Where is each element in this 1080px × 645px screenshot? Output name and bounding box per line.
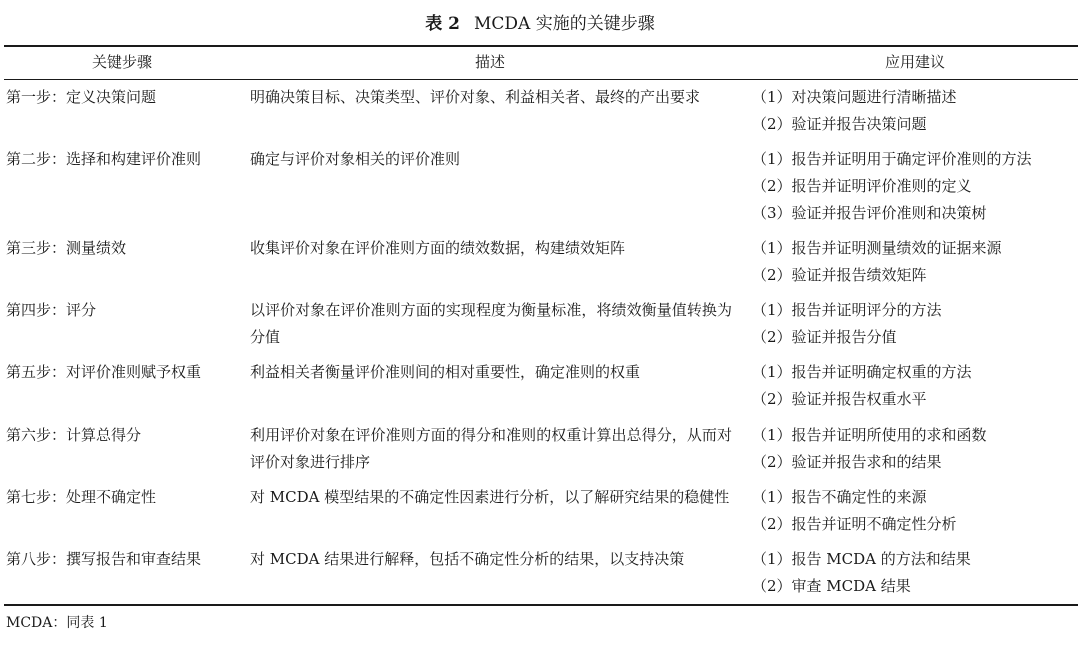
- advice-item: （2）审查 MCDA 结果: [752, 577, 911, 595]
- step-cell: 第一步：定义决策问题: [6, 88, 157, 106]
- advice-item: （2）报告并证明不确定性分析: [752, 515, 957, 533]
- description-cell: 以评价对象在评价准则方面的实现程度为衡量标准，将绩效衡量值转换为分值: [250, 301, 732, 346]
- advice-cell: [752, 546, 1078, 600]
- description-cell: 对 MCDA 结果进行解释，包括不确定性分析的结果，以支持决策: [250, 550, 685, 568]
- advice-cell: [752, 422, 1078, 476]
- step-cell: 第六步：计算总得分: [6, 426, 142, 444]
- description-cell: 明确决策目标、决策类型、评价对象、利益相关者、最终的产出要求: [250, 88, 701, 106]
- advice-item: （1）报告并证明用于确定评价准则的方法: [752, 150, 1032, 168]
- advice-item: （2）验证并报告权重水平: [752, 390, 927, 408]
- advice-item: （2）验证并报告决策问题: [752, 115, 927, 133]
- table-header-rule: [4, 79, 1078, 80]
- step-cell: 第七步：处理不确定性: [6, 488, 157, 506]
- table-caption-title: MCDA 实施的关键步骤: [474, 14, 655, 34]
- advice-item: （2）验证并报告分值: [752, 328, 897, 346]
- advice-item: （1）对决策问题进行清晰描述: [752, 88, 957, 106]
- description-cell: 利益相关者衡量评价准则间的相对重要性，确定准则的权重: [250, 363, 641, 381]
- table-top-rule: [4, 45, 1078, 47]
- advice-item: （2）验证并报告求和的结果: [752, 453, 942, 471]
- advice-cell: [752, 359, 1078, 413]
- advice-cell: [752, 484, 1078, 538]
- advice-item: （3）验证并报告评价准则和决策树: [752, 204, 987, 222]
- header-advice: 应用建议: [884, 53, 945, 71]
- step-cell: 第五步：对评价准则赋予权重: [6, 363, 202, 381]
- advice-cell: [752, 146, 1078, 227]
- advice-item: （1）报告并证明评分的方法: [752, 301, 942, 319]
- advice-item: （1）报告并证明确定权重的方法: [752, 363, 972, 381]
- description-cell: 收集评价对象在评价准则方面的绩效数据，构建绩效矩阵: [250, 239, 626, 257]
- advice-item: （1）报告并证明所使用的求和函数: [752, 426, 987, 444]
- step-cell: 第二步：选择和构建评价准则: [6, 150, 202, 168]
- step-cell: 第八步：撰写报告和审查结果: [6, 550, 202, 568]
- table-bottom-rule: [4, 604, 1078, 606]
- description-cell: 利用评价对象在评价准则方面的得分和准则的权重计算出总得分，从而对评价对象进行排序: [250, 426, 732, 471]
- table-footnote: MCDA：同表 1: [6, 615, 108, 631]
- advice-item: （2）报告并证明评价准则的定义: [752, 177, 972, 195]
- advice-item: （1）报告 MCDA 的方法和结果: [752, 550, 971, 568]
- advice-cell: [752, 84, 1078, 138]
- header-description: 描述: [474, 53, 505, 71]
- header-key-steps: 关键步骤: [91, 53, 152, 71]
- step-cell: 第四步：评分: [6, 301, 97, 319]
- table-caption-label: 表 2: [425, 14, 460, 34]
- table-caption: [0, 12, 1080, 36]
- description-cell: 对 MCDA 模型结果的不确定性因素进行分析，以了解研究结果的稳健性: [250, 488, 730, 506]
- step-cell: 第三步：测量绩效: [6, 239, 127, 257]
- description-cell: 确定与评价对象相关的评价准则: [250, 150, 461, 168]
- advice-item: （2）验证并报告绩效矩阵: [752, 266, 927, 284]
- advice-cell: [752, 297, 1078, 351]
- advice-item: （1）报告并证明测量绩效的证据来源: [752, 239, 1002, 257]
- advice-item: （1）报告不确定性的来源: [752, 488, 927, 506]
- advice-cell: [752, 235, 1078, 289]
